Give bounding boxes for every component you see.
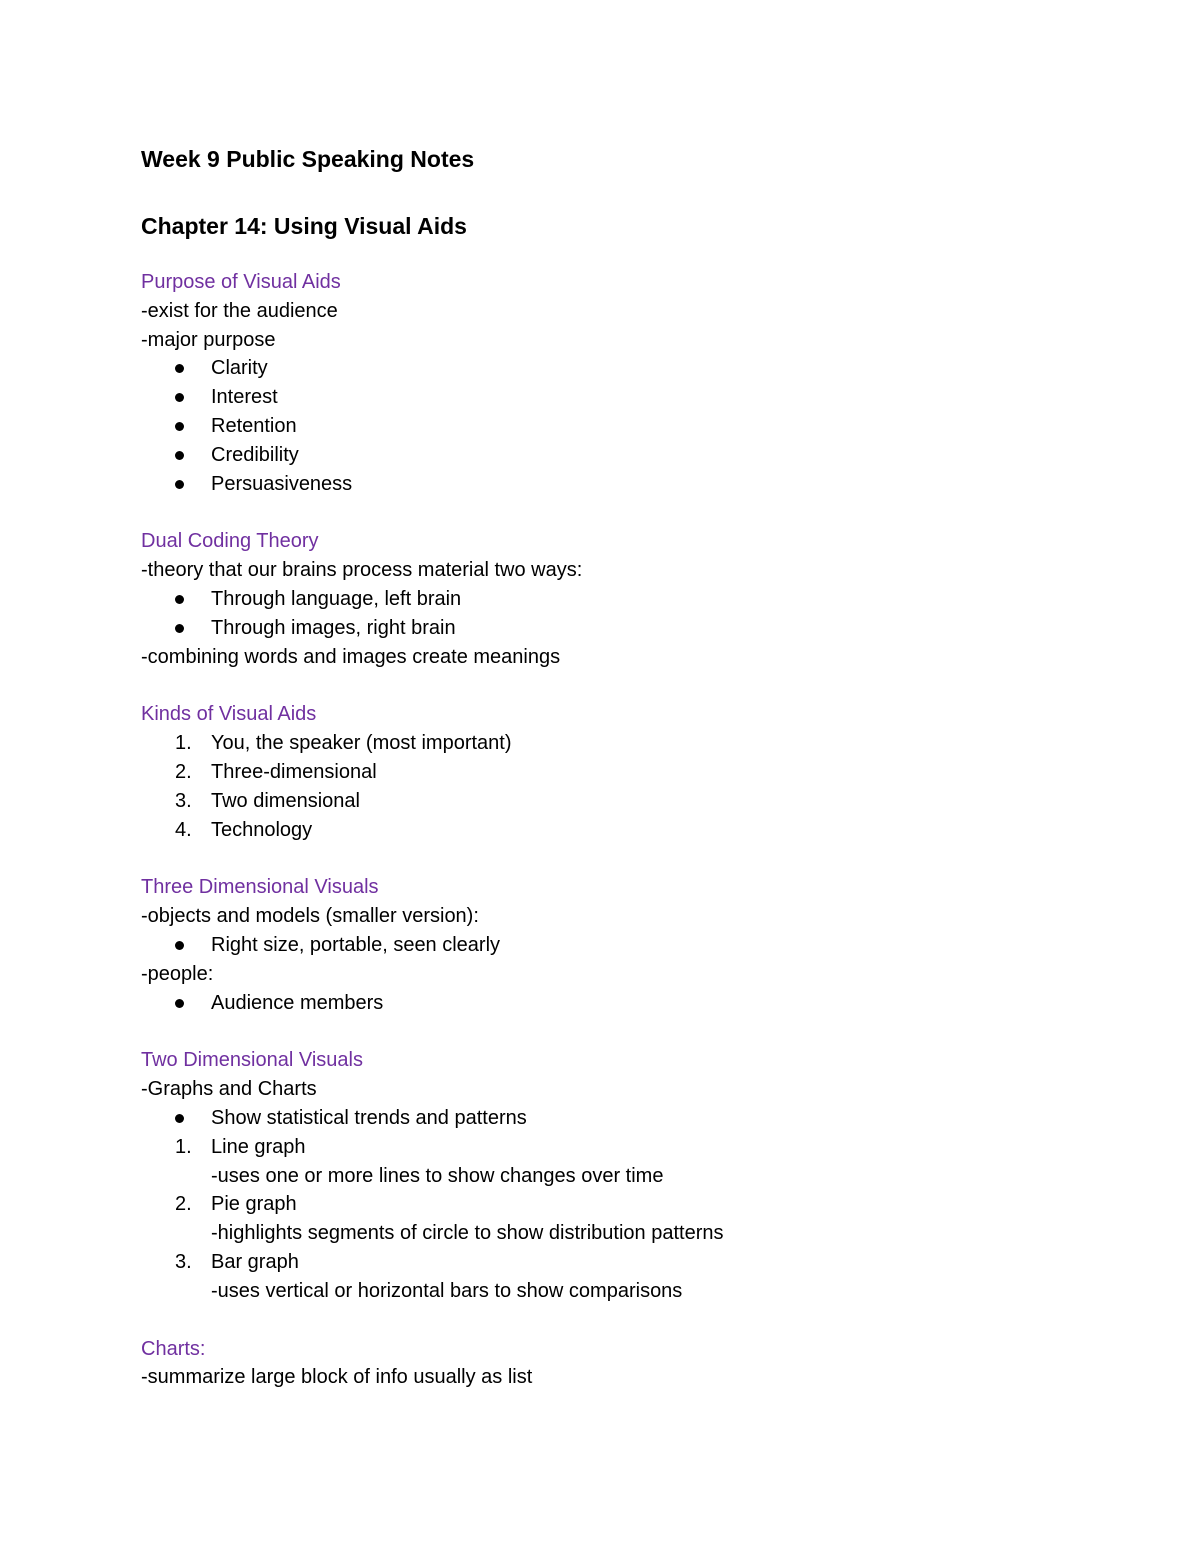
bullet-text: Show statistical trends and patterns <box>211 1106 527 1129</box>
numbered-item <box>141 1248 1101 1277</box>
item-text: Pie graph <box>211 1193 297 1216</box>
note-line: -people: <box>141 962 214 985</box>
section-kinds <box>141 700 1101 844</box>
note-line: -Graphs and Charts <box>141 1078 317 1101</box>
bullet-text: Right size, portable, seen clearly <box>211 933 501 956</box>
chapter-title: Chapter 14: Using Visual Aids <box>141 213 467 239</box>
item-number: 4. <box>175 818 192 841</box>
bullet-icon <box>175 364 184 373</box>
bullet-icon <box>175 393 184 402</box>
item-number: 1. <box>175 1135 192 1158</box>
document-title: Week 9 Public Speaking Notes <box>141 146 475 172</box>
numbered-item <box>141 729 1101 758</box>
bullet-text: Through language, left brain <box>211 587 462 610</box>
numbered-item <box>141 787 1101 816</box>
item-number: 3. <box>175 789 192 812</box>
bullet-text: Credibility <box>211 443 299 466</box>
item-text: Line graph <box>211 1135 306 1158</box>
item-number: 2. <box>175 1193 192 1216</box>
item-text: Bar graph <box>211 1250 299 1273</box>
document-page <box>141 142 1101 1392</box>
bullet-item <box>141 412 1101 441</box>
section-heading: Dual Coding Theory <box>141 530 319 553</box>
bullet-icon <box>175 624 184 633</box>
note-line: -objects and models (smaller version): <box>141 905 479 928</box>
item-text: Three-dimensional <box>211 760 377 783</box>
bullet-text: Through images, right brain <box>211 616 456 639</box>
item-description: -uses one or more lines to show changes over time <box>211 1164 664 1187</box>
section-two-dimensional <box>141 1046 1101 1305</box>
section-heading: Kinds of Visual Aids <box>141 703 317 726</box>
bullet-icon <box>175 451 184 460</box>
section-three-dimensional <box>141 873 1101 1017</box>
note-line: -combining words and images create meanings <box>141 645 561 668</box>
section-heading: Purpose of Visual Aids <box>141 271 341 293</box>
numbered-item <box>141 758 1101 787</box>
section-heading: Two Dimensional Visuals <box>141 1049 363 1072</box>
bullet-icon <box>175 595 184 604</box>
section-heading: Charts: <box>141 1337 206 1360</box>
item-description: -highlights segments of circle to show distribution patterns <box>211 1222 724 1245</box>
numbered-item <box>141 816 1101 845</box>
section-purpose <box>141 268 1101 498</box>
bullet-item <box>141 383 1101 412</box>
item-text: Technology <box>211 818 313 841</box>
item-text: You, the speaker (most important) <box>211 732 512 755</box>
bullet-item <box>141 614 1101 643</box>
bullet-text: Retention <box>211 414 297 437</box>
bullet-icon <box>175 941 184 950</box>
bullet-item <box>141 354 1101 383</box>
bullet-text: Audience members <box>211 991 384 1014</box>
item-number: 2. <box>175 760 192 783</box>
section-dual-coding <box>141 527 1101 671</box>
section-charts <box>141 1335 1101 1393</box>
item-number: 3. <box>175 1250 192 1273</box>
note-line: -summarize large block of info usually as list <box>141 1366 533 1389</box>
bullet-icon <box>175 480 184 489</box>
bullet-item <box>141 1104 1101 1133</box>
bullet-text: Clarity <box>211 357 268 380</box>
note-line: -exist for the audience <box>141 299 338 322</box>
item-text: Two dimensional <box>211 789 360 812</box>
note-line: -major purpose <box>141 328 276 351</box>
bullet-text: Interest <box>211 386 278 409</box>
bullet-icon <box>175 1114 184 1123</box>
numbered-item <box>141 1190 1101 1219</box>
section-heading: Three Dimensional Visuals <box>141 876 379 899</box>
bullet-item <box>141 585 1101 614</box>
bullet-item <box>141 441 1101 470</box>
bullet-icon <box>175 422 184 431</box>
numbered-item <box>141 1133 1101 1162</box>
bullet-item <box>141 989 1101 1018</box>
note-line: -theory that our brains process material two ways: <box>141 559 583 582</box>
bullet-text: Persuasiveness <box>211 472 353 495</box>
bullet-icon <box>175 999 184 1008</box>
bullet-item <box>141 470 1101 499</box>
item-number: 1. <box>175 732 192 755</box>
item-description: -uses vertical or horizontal bars to show comparisons <box>211 1279 683 1302</box>
bullet-item <box>141 931 1101 960</box>
